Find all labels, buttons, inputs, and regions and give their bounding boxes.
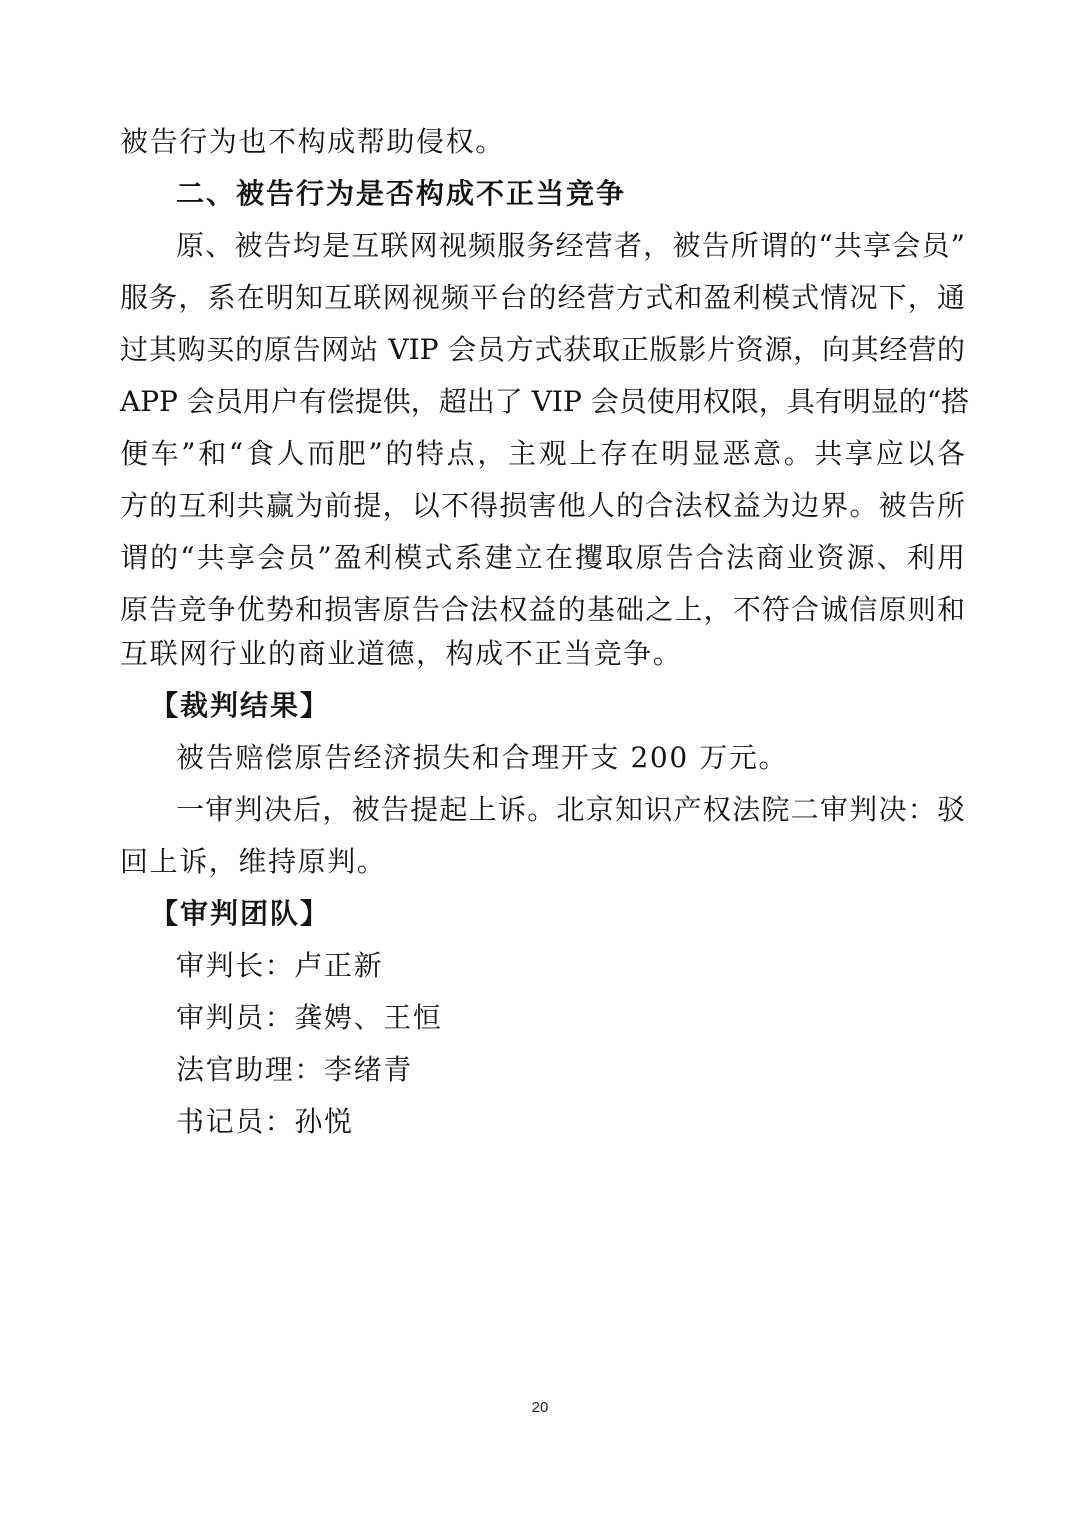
body-line: 原告竞争优势和损害原告合法权益的基础之上，不符合诚信原则和	[120, 593, 965, 626]
team-heading: 【审判团队】	[150, 897, 331, 930]
body-line: APP 会员用户有偿提供，超出了 VIP 会员使用权限，具有明显的“搭	[120, 385, 970, 418]
team-member-line: 审判长：卢正新	[176, 949, 384, 982]
judgment-heading: 【裁判结果】	[150, 689, 331, 722]
body-line: 便车”和“食人而肥”的特点，主观上存在明显恶意。共享应以各	[120, 437, 965, 470]
section-heading: 二、被告行为是否构成不正当竞争	[176, 177, 627, 210]
body-line: 谓的“共享会员”盈利模式系建立在攫取原告合法商业资源、利用	[120, 541, 965, 574]
judgment-line: 被告赔偿原告经济损失和合理开支 200 万元。	[176, 741, 789, 774]
body-line: 过其购买的原告网站 VIP 会员方式获取正版影片资源，向其经营的	[120, 333, 965, 366]
body-line: 方的互利共赢为前提，以不得损害他人的合法权益为边界。被告所	[120, 489, 965, 522]
body-line: 原、被告均是互联网视频服务经营者，被告所谓的“共享会员”	[176, 229, 965, 262]
judgment-line: 一审判决后，被告提起上诉。北京知识产权法院二审判决：驳	[176, 793, 965, 826]
body-line: 服务，系在明知互联网视频平台的经营方式和盈利模式情况下，通	[120, 281, 965, 314]
judgment-line: 回上诉，维持原判。	[120, 845, 387, 878]
team-member-line: 书记员：孙悦	[176, 1105, 354, 1138]
page-number: 20	[531, 1399, 549, 1416]
team-member-line: 法官助理：李绪青	[176, 1053, 413, 1086]
team-member-line: 审判员：龚娉、王恒	[176, 1001, 443, 1034]
paragraph-end-line: 被告行为也不构成帮助侵权。	[120, 125, 505, 158]
body-line: 互联网行业的商业道德，构成不正当竞争。	[120, 637, 683, 670]
